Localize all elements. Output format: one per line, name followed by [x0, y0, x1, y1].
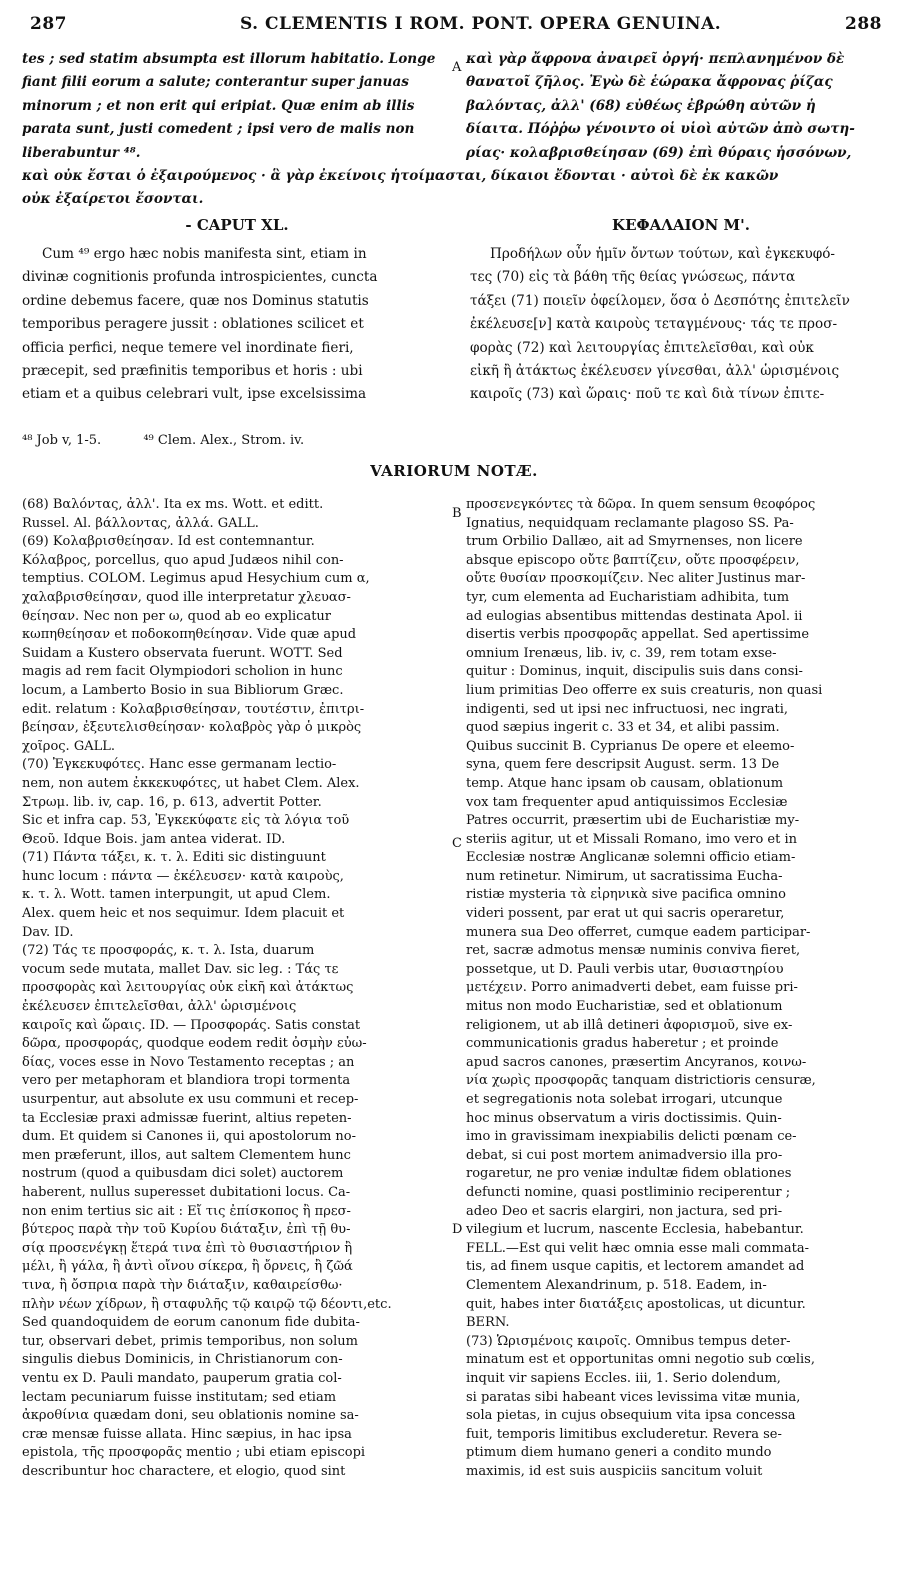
note-line: (72) Τάς τε προσφοράς, κ. τ. λ. Ista, duarum [22, 943, 315, 959]
note-line: quitur : Dominus, inquit, discipulis suis dans consi- [466, 664, 803, 680]
latin-body-line: præcepit, sed præfinitis temporibus et horis : ubi [22, 363, 363, 380]
greek-span-block [22, 165, 892, 212]
variorum-notae-heading: VARIORUM NOTÆ. [370, 462, 538, 480]
note-line: (68) Βαλόντας, ἀλλ'. Ita ex ms. Wott. et editt. [22, 497, 324, 512]
note-line: indigenti, sed ut ipsi nec infructuosi, nec ingrati, [466, 701, 789, 717]
latin-body-column [22, 243, 448, 407]
note-line: steriis agitur, ut et Missali Romano, imo vero et in [466, 831, 797, 847]
note-line: FELL.—Est qui velit hæc omnia esse mali commata- [466, 1240, 809, 1256]
note-line: et segregationis nota solebat irrogari, utcunque [466, 1092, 783, 1107]
latin-body-line: ordine debemus facere, quæ nos Dominus statutis [22, 292, 369, 309]
greek-body-line: καιροῖς (73) καὶ ὥραις· ποῦ τε καὶ διὰ τίνων ἐπιτε- [470, 386, 825, 403]
note-line: Sic et infra cap. 53, Ἐγκεκύφατε εἰς τὰ λόγια τοῦ [22, 813, 350, 829]
greek-body-line: Προδήλων οὖν ἡμῖν ὄντων τούτων, καὶ ἐγκεκυφό- [490, 246, 836, 262]
note-line: communicationis gradus haberetur ; et proinde [466, 1036, 779, 1052]
footnotes [22, 433, 342, 448]
greek-quote-line: θανατοῖ ζῆλος. Ἐγὼ δὲ ἑώρακα ἄφρονας ῥίζας [466, 74, 833, 91]
note-line: inquit vir sapiens Eccles. iii, 1. Serio dolendum, [466, 1370, 781, 1386]
note-line: magis ad rem facit Olympiodori scholion in hunc [22, 664, 343, 680]
note-line: hoc minus observatum a viris doctissimis. Quin- [466, 1110, 782, 1126]
note-line: οὔτε θυσίαν προσκομίζειν. Nec aliter Justinus mar- [466, 571, 806, 587]
latin-body-line: Cum ⁴⁹ ergo hæc nobis manifesta sint, etiam in [42, 246, 367, 262]
note-line: ἀκροθίνια quædam doni, seu oblationis nomine sa- [22, 1408, 359, 1424]
note-line: προσενεγκόντες τὰ δῶρα. In quem sensum θεοφόρος [466, 497, 816, 512]
note-line: syna, quem fere descripsit August. serm. 13 De [466, 757, 780, 773]
note-line: quod sæpius ingerit c. 33 et 34, et alibi passim. [466, 720, 780, 736]
latin-quote-line: minorum ; et non erit qui eripiat. Quæ enim ab illis [22, 97, 415, 114]
greek-body-line: τάξει (71) ποιεῖν ὀφείλομεν, ὅσα ὁ Δεσπότης ἐπιτελεῖν [470, 292, 850, 309]
note-line: Russel. Al. βάλλοντας, ἀλλά. GALL. [22, 515, 259, 531]
latin-quote-line: parata sunt, justi comedent ; ipsi vero de malis non [22, 121, 415, 138]
notes-right-column [466, 496, 896, 1481]
notes-left-column [22, 496, 452, 1481]
note-line: vilegium et lucrum, nascente Ecclesia, habebantur. [466, 1222, 804, 1238]
note-line: maximis, id est suis auspiciis sancitum voluit [466, 1463, 763, 1479]
note-line: πλὴν νέων χίδρων, ἢ σταφυλῆς τῷ καιρῷ τῷ δέοντι,etc. [22, 1296, 392, 1312]
note-line: non enim tertius sic ait : Εἴ τις ἐπίσκοπος ἢ πρεσ- [22, 1203, 351, 1219]
note-line: Κόλαβρος, porcellus, quo apud Judæos nihil con- [22, 552, 344, 568]
note-line: minatum est et opportunitas omni negotio sub cœlis, [466, 1352, 815, 1368]
latin-body-line: etiam et a quibus celebrari vult, ipse excelsissima [22, 386, 367, 403]
note-line: βείησαν, ἐξευτελισθείησαν· κολαβρὸς γὰρ ὁ μικρὸς [22, 720, 362, 736]
note-line: (73) Ὡρισμένοις καιροῖς. Omnibus tempus deter- [466, 1333, 791, 1349]
note-line: Alex. quem heic et nos sequimur. Idem placuit et [22, 906, 345, 922]
note-line: tur, observari debet, primis temporibus, non solum [22, 1333, 358, 1349]
note-line: (70) Ἐγκεκυφότες. Hanc esse germanam lectio- [22, 757, 337, 773]
caput-heading-greek: ΚΕΦΑΛΑΙΟΝ Μ'. [612, 216, 750, 234]
note-line: usurpentur, aut absolute ex usu communi et recep- [22, 1092, 359, 1107]
note-line: si paratas sibi habeant vices levissima vitæ munia, [466, 1389, 801, 1405]
note-line: (71) Πάντα τάξει, κ. τ. λ. Editi sic distinguunt [22, 850, 326, 866]
note-line: μέλι, ἢ γάλα, ἢ ἀντὶ οἴνου σίκερα, ἢ ὄρνεις, ἢ ζῶά [22, 1259, 353, 1275]
note-line: Patres occurrit, præsertim ubi de Eucharistiæ my- [466, 813, 800, 829]
note-line: fuit, temporis limitibus excluderetur. Revera se- [466, 1426, 782, 1442]
note-line: possetque, ut D. Pauli verbis utar, θυσιαστηρίου [466, 961, 784, 977]
note-line: apud sacros canones, præsertim Ancyranos, κοινω- [466, 1054, 807, 1070]
page-number-right: 288 [845, 14, 882, 34]
note-line: καιροῖς καὶ ὥραις. ID. — Προσφοράς. Satis constat [22, 1017, 361, 1033]
note-line: vero per metaphoram et blandiora tropi tormenta [22, 1073, 351, 1089]
note-line: sola pietas, in cujus obsequium vita ipsa concessa [466, 1408, 796, 1424]
note-line: temp. Atque hanc ipsam ob causam, oblationum [466, 775, 784, 791]
note-line: trum Orbilio Dallæo, ait ad Smyrnenses, non licere [466, 534, 803, 550]
greek-quote-line: δίαιτα. Πόῤῥω γένοιντο οἱ υἱοὶ αὐτῶν ἀπὸ σωτη- [466, 121, 855, 138]
note-line: μετέχειν. Porro animadverti debet, eam fuisse pri- [466, 980, 798, 996]
note-line: χαλαβρισθείησαν, quod ille interpretatur χλευασ- [22, 589, 351, 605]
note-line: προσφορὰς καὶ λειτουργίας οὐκ εἰκῆ καὶ ἀτάκτως [22, 980, 354, 996]
note-line: Dav. ID. [22, 924, 74, 940]
greek-quote-line: ρίας· κολαβρισθείησαν (69) ἐπὶ θύραις ἡσσόνων, [466, 144, 852, 161]
note-line: absque episcopo οὔτε βαπτίζειν, οὔτε προσφέρειν, [466, 552, 800, 568]
note-line: men præferunt, illos, aut saltem Clementem hunc [22, 1147, 351, 1163]
note-line: tis, ad finem usque capitis, et lectorem amandet ad [466, 1259, 805, 1275]
greek-body-column [470, 243, 896, 407]
note-line: BERN. [466, 1315, 510, 1331]
note-line: χοῖρος. GALL. [22, 738, 115, 754]
note-line: ta Ecclesiæ praxi admissæ fuerint, altius repeten- [22, 1110, 352, 1126]
column-marker-b: B [452, 506, 462, 521]
note-line: κ. τ. λ. Wott. tamen interpungit, ut apud Clem. [22, 887, 331, 903]
note-line: rogaretur, ne pro veniæ indultæ fidem oblationes [466, 1166, 792, 1182]
note-line: ristiæ mysteria τὰ εἰρηνικὰ sive pacifica omnino [466, 887, 786, 903]
note-line: ἐκέλευσεν ἐπιτελεῖσθαι, ἀλλ' ὡρισμένοις [22, 999, 297, 1015]
note-line: imo in gravissimam inexpiabilis delicti pœnam ce- [466, 1129, 797, 1145]
note-line: debat, si cui post mortem animadversio illa pro- [466, 1147, 783, 1163]
note-line: dum. Et quidem si Canones ii, qui apostolorum no- [22, 1129, 356, 1145]
greek-span-line: καὶ οὐκ ἔσται ὁ ἐξαιρούμενος · ἃ γὰρ ἐκείνοις ἡτοίμασται, δίκαιοι ἔδονται · αὐτοὶ δὲ ἐκ κακῶν [22, 168, 779, 184]
note-line: (69) Κολαβρισθείησαν. Id est contemnantur. [22, 534, 315, 550]
greek-body-line: εἰκῆ ἢ ἀτάκτως ἐκέλευσεν γίνεσθαι, ἀλλ' ὡρισμένοις [470, 363, 840, 380]
note-line: βύτερος παρὰ τὴν τοῦ Κυρίου διάταξιν, ἐπὶ τῇ θυ- [22, 1222, 351, 1238]
note-line: Ignatius, nequidquam reclamante plagoso SS. Pa- [466, 515, 794, 531]
note-line: τινα, ἢ ὄσπρια παρὰ τὴν διάταξιν, καθαιρείσθω· [22, 1277, 343, 1293]
note-line: quit, habes inter διατάξεις apostolicas, ut dicuntur. [466, 1296, 806, 1312]
latin-body-line: temporibus peragere jussit : oblationes scilicet et [22, 316, 364, 333]
caput-heading-latin: - CAPUT XL. [185, 216, 289, 234]
note-line: Θεοῦ. Idque Bois. jam antea viderat. ID. [22, 831, 286, 847]
latin-body-line: officia perfici, neque temere vel inordinate fieri, [22, 339, 354, 356]
page-number-left: 287 [30, 14, 67, 34]
note-line: ad eulogias absentibus mittendas destinata Apol. ii [466, 608, 803, 624]
greek-body-line: τες (70) εἰς τὰ βάθη τῆς θείας γνώσεως, πάντα [470, 269, 796, 286]
note-line: religionem, ut ab illâ detineri ἀφορισμοῦ, sive ex- [466, 1017, 793, 1033]
note-line: Sed quandoquidem de eorum canonum fide dubita- [22, 1315, 360, 1331]
note-line: Quibus succinit B. Cyprianus De opere et eleemo- [466, 738, 795, 754]
footnote-49: ⁴⁹ Clem. Alex., Strom. iv. [143, 433, 305, 448]
greek-quote-column [466, 48, 896, 165]
note-line: νία χωρὶς προσφορᾶς tanquam districtioris censuræ, [466, 1073, 816, 1089]
note-line: videri possent, par erat ut qui sacris operaretur, [466, 906, 785, 922]
note-line: lium primitias Deo offerre ex suis creaturis, non quasi [466, 682, 823, 698]
note-line: σίᾳ προσενέγκῃ ἕτερά τινα ἐπὶ τὸ θυσιαστήριον ἢ [22, 1240, 353, 1256]
latin-body-line: divinæ cognitionis profunda introspicientes, cuncta [22, 269, 378, 286]
note-line: vox tam frequenter apud antiquissimos Ecclesiæ [466, 794, 788, 810]
note-line: munera sua Deo offerret, cumque eadem participar- [466, 924, 811, 940]
note-line: haberent, nullus superesset dubitationi locus. Ca- [22, 1184, 351, 1200]
note-line: cræ mensæ fuisse allata. Hinc sæpius, in hac ipsa [22, 1426, 352, 1442]
note-line: δίας, voces esse in Novo Testamento receptas ; an [22, 1054, 355, 1070]
note-line: num retinetur. Nimirum, ut sacratissima Eucha- [466, 868, 783, 884]
note-line: ptimum diem humano generi a condito mundo [466, 1445, 772, 1461]
note-line: κωπηθείησαν et ποδοκοπηθείησαν. Vide quæ apud [22, 627, 357, 643]
note-line: defuncti nomine, quasi postliminio reciperentur ; [466, 1184, 791, 1200]
note-line: mitus non modo Eucharistiæ, sed et oblationum [466, 999, 783, 1015]
note-line: hunc locum : πάντα — ἐκέλευσεν· κατὰ καιροὺς, [22, 868, 344, 884]
greek-body-line: φορὰς (72) καὶ λειτουργίας ἐπιτελεῖσθαι, καὶ οὐκ [470, 339, 814, 356]
note-line: Στρωμ. lib. iv, cap. 16, p. 613, advertit Potter. [22, 794, 322, 810]
note-line: Ecclesiæ nostræ Anglicanæ solemni officio etiam- [466, 850, 796, 866]
note-line: θείησαν. Nec non per ω, quod ab eo explicatur [22, 608, 332, 624]
note-line: edit. relatum : Κολαβρισθείησαν, τουτέστιν, ἐπιτρι- [22, 701, 365, 717]
note-line: temptius. COLOM. Legimus apud Hesychium cum α, [22, 571, 370, 587]
note-line: disertis verbis προσφορᾶς appellat. Sed apertissime [466, 627, 810, 643]
note-line: vocum sede mutata, mallet Dav. sic leg. : Τάς τε [22, 961, 339, 977]
note-line: lectam pecuniarum fuisse institutam; sed etiam [22, 1389, 337, 1405]
column-marker-d: D [452, 1222, 463, 1237]
column-marker-a: A [452, 60, 462, 75]
note-line: nostrum (quod a quibusdam dici solet) auctorem [22, 1166, 344, 1182]
greek-body-line: ἐκέλευσε[ν] κατὰ καιροὺς τεταγμένους· τάς τε προσ- [470, 316, 838, 333]
column-marker-c: C [452, 836, 462, 851]
note-line: ventu ex D. Pauli mandato, pauperum gratia col- [22, 1370, 342, 1386]
footnote-48: ⁴⁸ Job v, 1-5. [22, 433, 102, 448]
note-line: ret, sacræ admotus mensæ numinis conviva fieret, [466, 943, 801, 959]
latin-quote-column [22, 48, 452, 165]
latin-quote-line: fiant filii eorum a salute; conterantur super januas [22, 74, 409, 91]
running-header [30, 14, 882, 40]
note-line: Suidam a Kustero observata fuerunt. WOTT. Sed [22, 645, 343, 661]
note-line: singulis diebus Dominicis, in Christianorum con- [22, 1352, 343, 1368]
greek-quote-line: βαλόντας, ἀλλ' (68) εὐθέως ἐβρώθη αὐτῶν ἡ [466, 97, 816, 114]
note-line: Clementem Alexandrinum, p. 518. Eadem, in- [466, 1277, 767, 1293]
greek-quote-line: καὶ γὰρ ἄφρονα ἀναιρεῖ ὀργή· πεπλανημένον δὲ [466, 51, 845, 67]
greek-span-line: οὐκ ἐξαίρετοι ἔσονται. [22, 191, 204, 208]
note-line: locum, a Lamberto Bosio in sua Bibliorum Græc. [22, 682, 344, 698]
note-line: nem, non autem ἐκκεκυφότες, ut habet Clem. Alex. [22, 775, 360, 791]
note-line: epistola, τῆς προσφορᾶς mentio ; ubi etiam episcopi [22, 1445, 366, 1461]
latin-quote-line: tes ; sed statim absumpta est illorum habitatio. Longe [22, 51, 436, 67]
latin-quote-line: liberabuntur ⁴⁸. [22, 144, 141, 161]
note-line: δῶρα, προσφοράς, quodque eodem redit ὀσμὴν εὐω- [22, 1036, 367, 1052]
note-line: omnium Irenæus, lib. iv, c. 39, rem totam exse- [466, 645, 777, 661]
note-line: describuntur hoc charactere, et elogio, quod sint [22, 1463, 346, 1479]
running-title: S. CLEMENTIS I ROM. PONT. OPERA GENUINA. [240, 14, 722, 34]
note-line: adeo Deo et sacris elargiri, non jactura, sed pri- [466, 1203, 783, 1219]
note-line: tyr, cum elementa ad Eucharistiam adhibita, tum [466, 589, 790, 605]
